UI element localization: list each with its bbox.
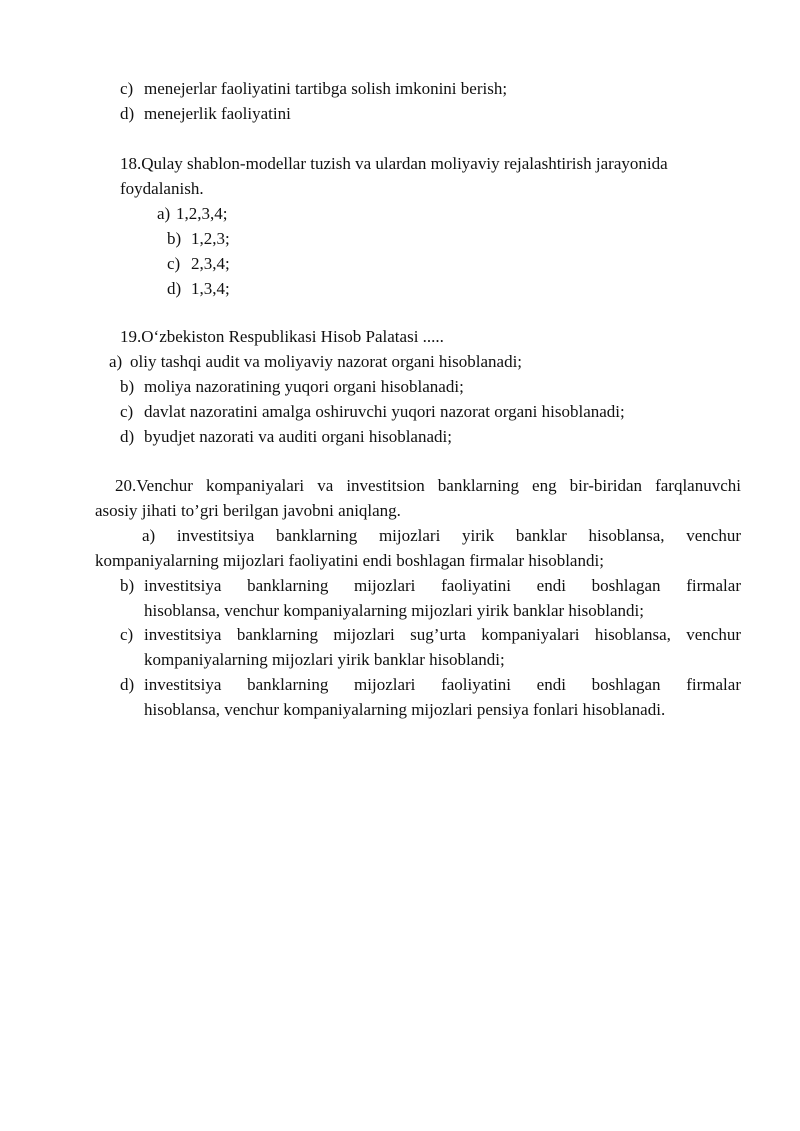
option-text: hisoblansa, venchur kompaniyalarning mijozlari yirik banklar hisoblandi; — [144, 601, 644, 620]
option-text: a) investitsiya banklarning mijozlari yirik banklar hisoblansa, venchur — [142, 526, 741, 545]
option-text: menejerlik faoliyatini — [144, 104, 291, 123]
option-label: b) — [120, 576, 135, 595]
option-text: oliy tashqi audit va moliyaviy nazorat organi hisoblanadi; — [130, 352, 523, 371]
option-text: byudjet nazorati va auditi organi hisoblanadi; — [144, 427, 452, 446]
option-text: 1,3,4; — [191, 279, 230, 298]
option-label: d) — [120, 427, 135, 446]
question-title: 18.Qulay shablon-modellar tuzish va ulardan moliyaviy rejalashtirish jarayonida — [120, 154, 668, 173]
option-label: c) — [120, 402, 134, 421]
option-text: 1,2,3,4; — [176, 204, 228, 223]
option-label: a) — [109, 352, 123, 371]
option-text: kompaniyalarning mijozlari faoliyatini endi boshlagan firmalar hisoblandi; — [95, 551, 604, 570]
question-title: 19.O‘zbekiston Respublikasi Hisob Palatasi ..... — [120, 327, 444, 346]
option-text: 1,2,3; — [191, 229, 230, 248]
option-label: d) — [120, 675, 135, 694]
option-label: b) — [167, 229, 182, 248]
option-text: investitsiya banklarning mijozlari faoliyatini endi boshlagan firmalar — [144, 576, 741, 595]
question-title: asosiy jihati to’gri berilgan javobni aniqlang. — [95, 501, 401, 520]
option-label: b) — [120, 377, 135, 396]
option-text: 2,3,4; — [191, 254, 230, 273]
option-text: moliya nazoratining yuqori organi hisoblanadi; — [144, 377, 464, 396]
option-label: a) — [157, 204, 171, 223]
option-text: investitsiya banklarning mijozlari sug’urta kompaniyalari hisoblansa, venchur — [144, 625, 741, 644]
option-label: c) — [167, 254, 181, 273]
option-label: c) — [120, 625, 134, 644]
option-label: d) — [167, 279, 182, 298]
option-text: kompaniyalarning mijozlari yirik banklar hisoblandi; — [144, 650, 505, 669]
option-text: davlat nazoratini amalga oshiruvchi yuqori nazorat organi hisoblanadi; — [144, 402, 625, 421]
option-label: d) — [120, 104, 135, 123]
question-title: 20.Venchur kompaniyalari va investitsion banklarning eng bir-biridan farqlanuvchi — [115, 476, 741, 495]
option-label: c) — [120, 79, 134, 98]
question-title: foydalanish. — [120, 179, 204, 198]
option-text: investitsiya banklarning mijozlari faoliyatini endi boshlagan firmalar — [144, 675, 741, 694]
option-text: hisoblansa, venchur kompaniyalarning mijozlari pensiya fonlari hisoblanadi. — [144, 700, 666, 719]
option-text: menejerlar faoliyatini tartibga solish imkonini berish; — [144, 79, 508, 98]
